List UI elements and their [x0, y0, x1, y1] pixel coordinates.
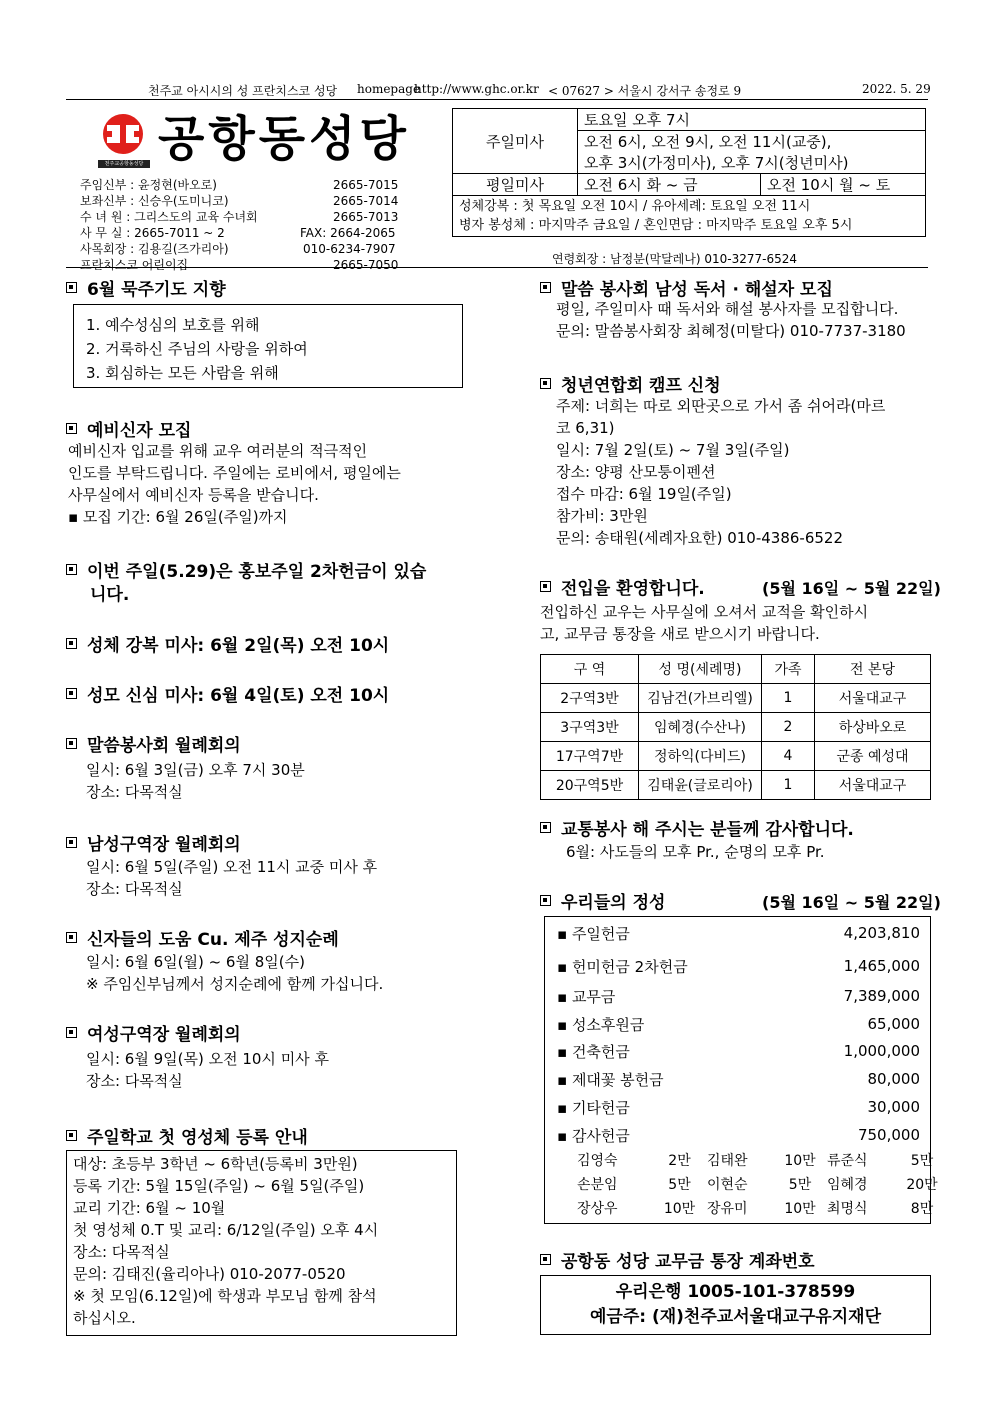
contact-row: 주임신부 : 윤정현(바오로) 2665-7015 [80, 178, 399, 192]
contact-row: 보좌신부 : 신승우(도미니코) 2665-7014 [80, 194, 399, 208]
church-title: 공항동성당 [158, 111, 410, 167]
men-meeting-text: 일시: 6월 5일(주일) 오전 11시 교중 미사 후 장소: 다목적실 [86, 858, 378, 898]
bullet-square-icon [66, 738, 77, 749]
bullet-square-icon [540, 1254, 551, 1265]
homepage-link[interactable]: http://www.ghc.or.kr [414, 82, 539, 96]
offering-box [544, 916, 938, 1224]
traffic-section-title: 교통봉사 해 주시는 분들께 감사합니다. [540, 815, 854, 840]
bullet-square-icon [66, 1027, 77, 1038]
pilgrimage-text: 일시: 6월 6일(월) ~ 6월 8일(수) ※ 주임신부님께서 성지순례에 함께 가십니다. [86, 953, 384, 993]
mass-note: 성체강복 : 첫 목요일 오전 10시 / 유아세례: 토요일 오전 11시 [459, 199, 811, 214]
bullet-square-icon [66, 1130, 77, 1141]
offering-row: ▪ 주일헌금 4,203,810 [557, 921, 920, 945]
bullet-square-icon [66, 932, 77, 943]
issue-date: 2022. 5. 29 [862, 82, 931, 96]
header-org: 천주교 아시시의 성 프란치스코 성당 [148, 84, 338, 98]
header-bottom-rule [66, 267, 928, 268]
table-header: 전 본당 [815, 655, 931, 684]
word-meeting-title: 말씀봉사회 월례회의 [66, 731, 241, 756]
federation-contact: 연령회장 : 남정분(막달레나) 010-3277-6524 [552, 252, 798, 266]
traffic-text: 6월: 사도들의 모후 Pr., 순명의 모후 Pr. [566, 843, 825, 861]
address: < 07627 > 서울시 강서구 송정로 9 [548, 84, 742, 98]
camp-section-title: 청년연합회 캠프 신청 [540, 371, 721, 396]
bullet-square-icon [66, 688, 77, 699]
table-row: 17구역7반 정하익(다비드) 4 군종 예성대 [541, 742, 931, 771]
mass-schedule-table [452, 108, 926, 237]
mass-note: 병자 봉성체 : 마지막주 금요일 / 혼인면담 : 마지막주 토요일 오후 5시 [459, 218, 853, 233]
offering-row: ▪ 교무금 7,389,000 [557, 984, 920, 1008]
bullet-square-icon [540, 895, 551, 906]
table-row: 20구역5반 김태윤(글로리아) 1 서울대교구 [541, 771, 931, 800]
account-section-title: 공항동 성당 교무금 통장 계좌번호 [540, 1247, 815, 1272]
women-meeting-title: 여성구역장 월례회의 [66, 1020, 241, 1045]
bullet-square-icon [66, 564, 77, 575]
prayer-section-title: 6월 묵주기도 지향 [66, 275, 226, 300]
weekday-mass-label: 평일미사 [453, 174, 578, 196]
women-meeting-text: 일시: 6월 9일(목) 오전 10시 미사 후 장소: 다목적실 [86, 1050, 329, 1090]
sunday-line: 오후 3시(가정미사), 오후 7시(청년미사) [578, 152, 926, 174]
bullet-square-icon [66, 282, 77, 293]
welcome-section-title: 전입을 환영합니다. [540, 574, 705, 599]
men-meeting-title: 남성구역장 월례회의 [66, 830, 241, 855]
prayer-list: 1. 예수성심의 보호를 위해 2. 거룩하신 주님의 사랑을 위하여 3. 회심하는 모든 사람을 위해 [86, 316, 308, 382]
bullet-square-icon [66, 638, 77, 649]
bullet-square-icon [540, 282, 551, 293]
offering-row: ▪ 기타헌금 30,000 [557, 1095, 920, 1119]
welcome-period: (5월 16일 ~ 5월 22일) [762, 579, 941, 598]
contact-row: 수 녀 원 : 그리스도의 교육 수녀회 2665-7013 [80, 210, 399, 224]
table-header: 가족 [762, 655, 815, 684]
bullet-square-icon [66, 423, 77, 434]
table-header: 성 명(세례명) [639, 655, 762, 684]
mary-mass-title: 성모 신심 미사: 6월 4일(토) 오전 10시 [66, 681, 389, 706]
catechumen-text: 예비신자 입교를 위해 교우 여러분의 적극적인 인도를 부탁드립니다. 주일에는 로비에서, 평일에는 사무실에서 예비신자 등록을 받습니다. ▪ 모집 기간: 6월 26일(주일)까지 [68, 442, 401, 526]
account-text: 우리은행 1005-101-378599 예금주: (재)천주교서울대교구유지재단 [589, 1282, 881, 1327]
offering-section-title: 우리들의 정성 [540, 888, 665, 913]
offering-row: ▪ 성소후원금 65,000 [557, 1012, 920, 1036]
sunday-line: 토요일 오후 7시 [578, 109, 926, 131]
lector-text: 평일, 주일미사 때 독서와 해설 봉사자를 모집합니다. 문의: 말씀봉사회장 최혜정(미탈다) 010-7737-3180 [556, 300, 906, 340]
table-row: 3구역3반 임혜경(수산나) 2 하상바오로 [541, 713, 931, 742]
offering-row: ▪ 건축헌금 1,000,000 [557, 1039, 920, 1063]
bullet-square-icon [540, 581, 551, 592]
offering-row: ▪ 헌미헌금 2차헌금 1,465,000 [557, 954, 920, 978]
offering-row: ▪ 감사헌금 750,000 [557, 1123, 920, 1147]
homepage-label: homepage [357, 82, 421, 96]
school-title: 주일학교 첫 영성체 등록 안내 [66, 1123, 308, 1148]
contact-row: 사목회장 : 김용길(즈가리아) 010-6234-7907 [80, 242, 396, 256]
offering-row: ▪ 제대꽃 봉헌금 80,000 [557, 1067, 920, 1091]
church-logo-icon [98, 112, 148, 160]
camp-text: 주제: 너희는 따로 외딴곳으로 가서 좀 쉬어라(마르 코 6,31) 일시: 7월 2일(토) ~ 7월 3일(주일) 장소: 양평 산모퉁이펜션 접수 마감: 6월 19일(주일) 참가비: 3만원 문의: 송태원(세례자요한) 010-4386-6522 [556, 397, 886, 547]
contact-row: 프란치스코 어린이집 2665-7050 [80, 258, 399, 272]
corpus-mass-title: 성체 강복 미사: 6월 2일(목) 오전 10시 [66, 631, 389, 656]
thanks-donor-grid: 김영숙 2만 김태완 10만 류준식 5만 손분임 5만 이현순 5만 임혜경 20만 장상우 10만 장유미 10만 최명식 8만 [577, 1153, 938, 1217]
weekday-mass-2: 오전 10시 월 ~ 토 [761, 174, 926, 196]
bullet-square-icon [540, 822, 551, 833]
bullet-square-icon [66, 837, 77, 848]
table-header: 구 역 [541, 655, 639, 684]
catechumen-section-title: 예비신자 모집 [66, 416, 191, 441]
word-meeting-text: 일시: 6월 3일(금) 오후 7시 30분 장소: 다목적실 [86, 761, 305, 801]
pilgrimage-title: 신자들의 도움 Cu. 제주 성지순례 [66, 925, 339, 950]
promo-section-title-cont: 니다. [90, 585, 130, 605]
promo-section-title: 이번 주일(5.29)은 홍보주일 2차헌금이 있습 [66, 557, 426, 582]
school-text: 대상: 초등부 3학년 ~ 6학년(등록비 3만원) 등록 기간: 5월 15일(주일) ~ 6월 5일(주일) 교리 기간: 6월 ~ 10월 첫 영성체 0.T 및 교리: 6/12일(주일) 오후 4시 장소: 다목적실 문의: 김태진(율리아나) 010-2077-0520 ※ 첫 모임(6.12일)에 학생과 부모님 함께 참석 하십시오. [73, 1155, 379, 1327]
bullet-square-icon [540, 378, 551, 389]
lector-section-title: 말씀 봉사회 남성 독서 · 해설자 모집 [540, 275, 833, 300]
contact-row: 사 무 실 : 2665-7011 ~ 2 FAX: 2664-2065 [80, 226, 396, 240]
table-row: 2구역3반 김남건(가브리엘) 1 서울대교구 [541, 684, 931, 713]
sunday-line: 오전 6시, 오전 9시, 오전 11시(교중), [578, 131, 926, 153]
offering-period: (5월 16일 ~ 5월 22일) [762, 893, 941, 912]
sunday-mass-label: 주일미사 [453, 109, 578, 174]
welcome-table [540, 654, 931, 800]
logo-seal-text: 천주교공항동성당 [98, 160, 150, 168]
contacts [80, 177, 410, 273]
table-header-row [541, 655, 931, 684]
weekday-mass-1: 오전 6시 화 ~ 금 [578, 174, 761, 196]
welcome-text: 전입하신 교우는 사무실에 오셔서 교적을 확인하시 고, 교무금 통장을 새로 받으시기 바랍니다. [540, 603, 869, 643]
